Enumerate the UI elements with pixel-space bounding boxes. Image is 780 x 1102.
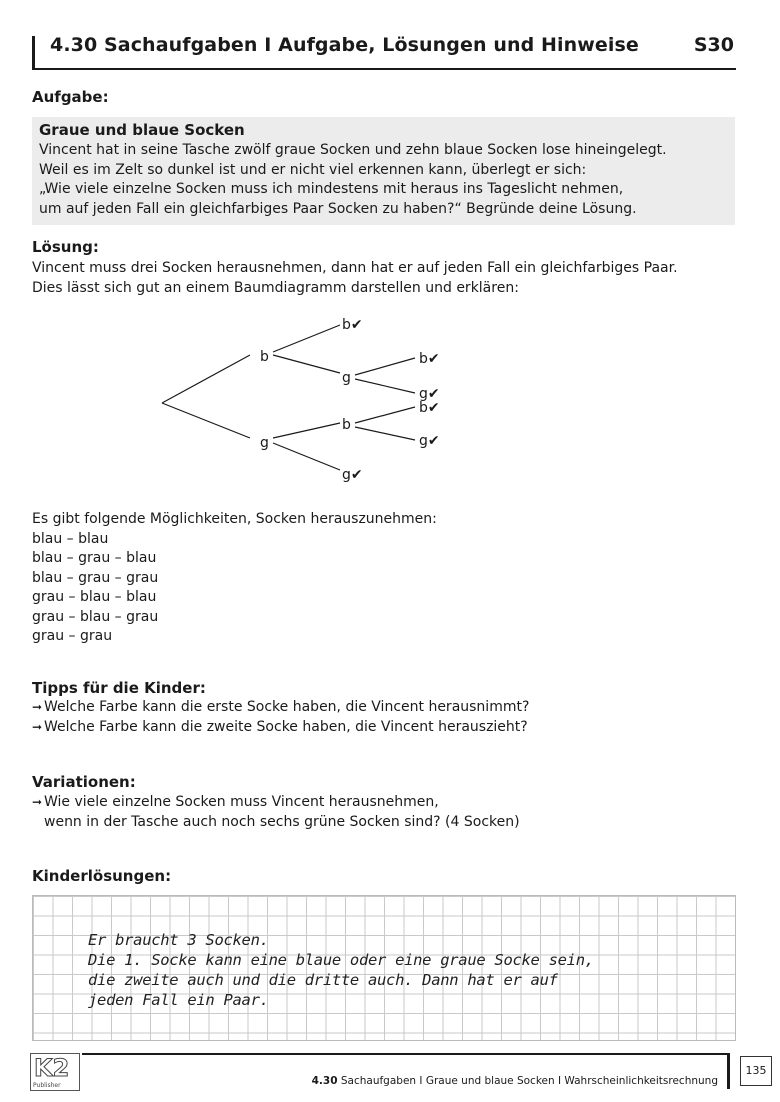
variation-line: wenn in der Tasche auch noch sechs grüne Socken sind? (4 Socken) xyxy=(44,813,520,830)
tree-label: b✔ xyxy=(342,317,363,333)
variationen-text xyxy=(32,793,520,832)
handwritten-answer xyxy=(88,930,594,1010)
possibility-item: blau – grau – blau xyxy=(32,550,157,566)
loesung-heading: Lösung: xyxy=(32,238,99,256)
handwriting-line: Er braucht 3 Socken. xyxy=(88,931,269,949)
tree-label: g✔ xyxy=(419,433,440,449)
page-code: S30 xyxy=(693,34,734,56)
tree-label: b✔ xyxy=(419,400,440,416)
tree-branch xyxy=(273,443,340,470)
logo-text: K2 xyxy=(34,1054,70,1082)
tree-label: b✔ xyxy=(419,351,440,367)
tree-label: g✔ xyxy=(419,386,440,402)
tree-label: g xyxy=(260,435,269,451)
tree-branch xyxy=(273,325,340,352)
header-bar xyxy=(32,36,35,70)
tree-branch xyxy=(273,355,340,373)
tree-label: b xyxy=(260,349,269,365)
logo-subtext: Publisher xyxy=(33,1082,61,1089)
task-line: um auf jeden Fall ein gleichfarbiges Paar Socken zu haben?“ Begründe deine Lösung. xyxy=(39,200,637,217)
tree-branch xyxy=(355,358,415,375)
tree-label: g✔ xyxy=(342,467,363,483)
tree-branch xyxy=(162,355,250,403)
tip-item xyxy=(32,718,529,738)
task-line: Vincent hat in seine Tasche zwölf graue Socken und zehn blaue Socken lose hineingelegt. xyxy=(39,142,667,158)
footer-rule xyxy=(82,1053,727,1055)
variationen-heading: Variationen: xyxy=(32,773,136,791)
possibilities xyxy=(32,510,437,647)
header-rule xyxy=(32,68,736,70)
possibility-item: grau – blau – blau xyxy=(32,589,157,605)
arrow-icon: ➞ xyxy=(32,795,43,809)
possibility-item: blau – grau – grau xyxy=(32,569,159,586)
tree-branch xyxy=(355,407,415,423)
page-title: 4.30 Sachaufgaben I Aufgabe, Lösungen und Hinweise xyxy=(50,34,639,56)
handwriting-line: jeden Fall ein Paar. xyxy=(88,991,269,1009)
possibility-item: grau – grau xyxy=(32,628,113,644)
tip-item xyxy=(32,698,529,718)
arrow-icon: ➞ xyxy=(32,719,43,734)
footer-rule-vertical xyxy=(727,1053,730,1089)
aufgabe-heading: Aufgabe: xyxy=(32,88,109,106)
variation-item xyxy=(32,793,520,832)
tree-label: b xyxy=(342,417,351,433)
possibility-item: grau – blau – grau xyxy=(32,608,159,625)
tree-label: g xyxy=(342,370,351,386)
footer-text xyxy=(312,1075,718,1087)
possibilities-intro: Es gibt folgende Möglichkeiten, Socken herauszunehmen: xyxy=(32,511,437,527)
tree-diagram xyxy=(150,305,460,495)
variation-line: Wie viele einzelne Socken muss Vincent herausnehmen, xyxy=(44,794,439,810)
tree-branch xyxy=(355,379,415,393)
publisher-logo xyxy=(30,1053,80,1091)
loesung-line: Dies lässt sich gut an einem Baumdiagramm darstellen und erklären: xyxy=(32,279,519,296)
handwriting-line: die zweite auch und die dritte auch. Dann hat er auf xyxy=(88,971,558,989)
task-line: „Wie viele einzelne Socken muss ich mindestens mit heraus ins Tageslicht nehmen, xyxy=(39,181,624,197)
possibility-item: blau – blau xyxy=(32,530,109,547)
task-line: Weil es im Zelt so dunkel ist und er nicht viel erkennen kann, überlegt er sich: xyxy=(39,161,587,178)
task-box xyxy=(32,117,735,225)
tipps-heading: Tipps für die Kinder: xyxy=(32,679,206,697)
kinder-heading: Kinderlösungen: xyxy=(32,867,172,885)
page-header xyxy=(32,34,736,70)
tree-branch xyxy=(162,403,250,438)
footer-section: 4.30 xyxy=(311,1075,338,1087)
task-text xyxy=(39,141,667,219)
task-title: Graue und blaue Socken xyxy=(39,121,245,139)
handwriting-line: Die 1. Socke kann eine blaue oder eine graue Socke sein, xyxy=(88,951,594,969)
tip-text: Welche Farbe kann die zweite Socke haben, die Vincent herauszieht? xyxy=(44,718,528,735)
tree-branch xyxy=(273,423,340,438)
tipps-list xyxy=(32,698,529,737)
arrow-icon: ➞ xyxy=(32,700,43,714)
tip-text: Welche Farbe kann die erste Socke haben, die Vincent herausnimmt? xyxy=(44,699,530,715)
loesung-line: Vincent muss drei Socken herausnehmen, dann hat er auf jeden Fall ein gleichfarbiges Paar. xyxy=(32,260,678,276)
page-number: 135 xyxy=(740,1056,772,1086)
footer-caption: Sachaufgaben I Graue und blaue Socken I Wahrscheinlichkeitsrechnung xyxy=(337,1075,718,1087)
loesung-text xyxy=(32,259,678,298)
tree-branch xyxy=(355,427,415,440)
